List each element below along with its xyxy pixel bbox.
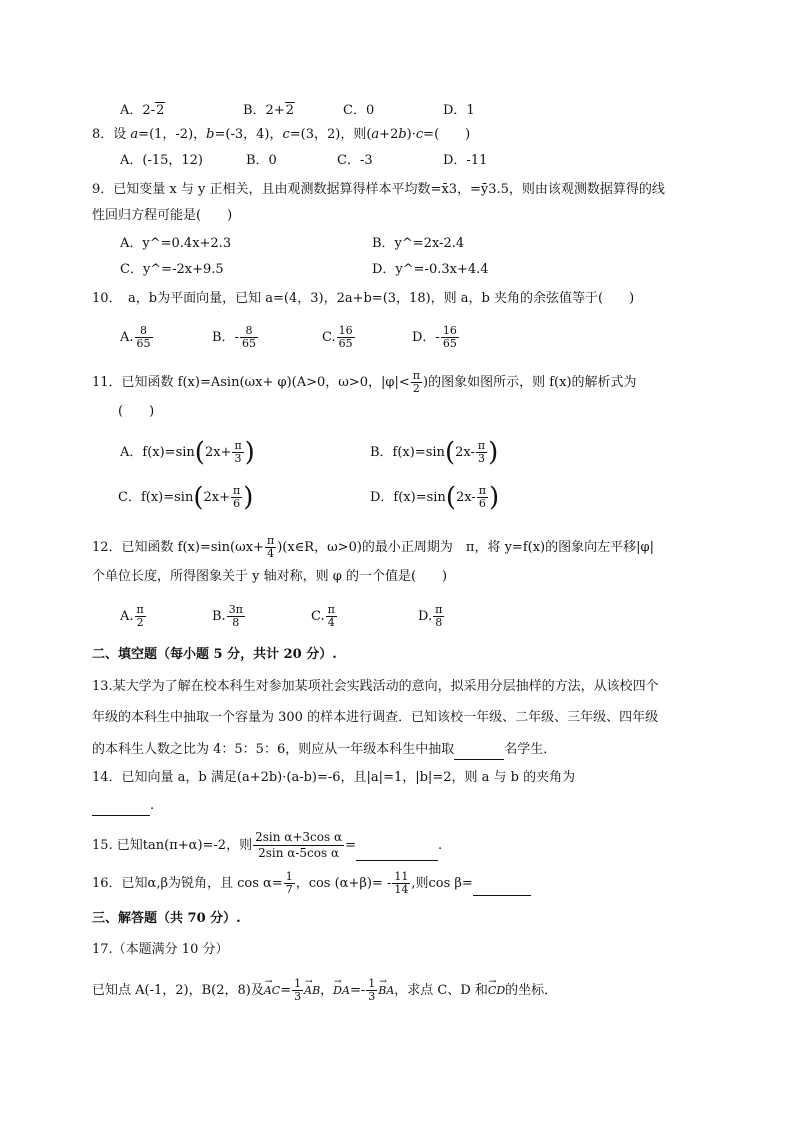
q11-option-d: D．f(x)=sin(2x- $\frac{\pi}{6}$ ) (370, 482, 500, 513)
q7-option-c: C．0 (343, 103, 375, 118)
section-2-heading: 二、填空题（每小题 5 分，共计 20 分）. (92, 647, 337, 662)
q10-stem: 10． a，b为平面向量，已知 a=(4，3)，2a+b=(3，18)，则 a，b 夹角的余弦值等于( ) (92, 291, 635, 306)
q15-answer-blank (356, 846, 438, 861)
q7-option-a: A．2-2 (120, 103, 165, 118)
q8-option-c: C．-3 (337, 153, 373, 168)
q11-stem-line2: ( ) (118, 404, 155, 419)
q16-stem: 16．已知α,β为锐角，且 cos α= $\frac{1}{7}$ ，cos (α+β)= - $\frac{11}{14}$ ,则cos β= (92, 871, 531, 896)
q10-option-c: C. $\frac{16}{65}$ (322, 324, 353, 350)
q9-stem-line1: 9．已知变量 x 与 y 正相关，且由观测数据算得样本平均数=x̄3，=ȳ3.5，则由该观测数据算得的线 (92, 182, 665, 197)
q12-stem-line2: 个单位长度，所得图象关于 y 轴对称，则 φ 的一个值是( ) (92, 569, 448, 584)
q9-option-a: A．y^=0.4x+2.3 (120, 236, 232, 251)
q8-option-d: D．-11 (443, 153, 488, 168)
section-3-heading: 三、解答题（共 70 分）. (92, 911, 241, 926)
q13-line2: 年级的本科生中抽取一个容量为 300 的样本进行调查．已知该校一年级、二年级、三年级、四年级 (92, 710, 659, 725)
q12-option-c: C. $\frac{\pi}{4}$ (311, 603, 335, 629)
q13-line1: 13.某大学为了解在校本科生对参加某项社会实践活动的意向，拟采用分层抽样的方法，从该校四个 (92, 679, 659, 694)
q8-stem: 8．设 a=(1，-2)，b=(-3，4)，c=(3，2)，则(a+2b)·c=( ) (92, 127, 471, 142)
q8-option-b: B．0 (246, 153, 277, 168)
q12-option-b: B. $\frac{3\pi}{8}$ (212, 603, 243, 629)
q11-option-c: C．f(x)=sin(2x+ $\frac{\pi}{6}$ ) (118, 482, 254, 513)
q12-option-a: A. $\frac{\pi}{2}$ (120, 603, 144, 629)
q14-line2: . (92, 796, 154, 816)
q17-stem: 已知点 A(-1，2)，B(2，8)及→ AC= $\frac{1}{3}$ → AB，→ DA=- $\frac{1}{3}$ → BA，求点 C、D 和→ CD的坐标． (92, 978, 557, 1003)
q17-title: 17.（本题满分 10 分） (92, 942, 229, 957)
q12-option-d: D. $\frac{\pi}{8}$ (418, 603, 443, 629)
q14-answer-blank (92, 801, 150, 816)
q10-option-b: B．- $\frac{8}{65}$ (212, 324, 256, 350)
q8-option-a: A．(-15，12) (120, 153, 204, 168)
q9-option-b: B．y^=2x-2.4 (372, 236, 465, 251)
q9-option-c: C．y^=-2x+9.5 (120, 262, 224, 277)
q12-stem-line1: 12．已知函数 f(x)=sin(ωx+ $\frac{\pi}{4}$ )(x∈R，ω>0)的最小正周期为 π，将 y=f(x)的图象向左平移|φ| (92, 534, 654, 560)
q9-stem-line2: 性回归方程可能是( ) (92, 208, 233, 223)
q13-line3: 的本科生人数之比为 4：5：5：6，则应从一年级本科生中抽取 名学生． (92, 740, 556, 760)
q13-answer-blank (454, 745, 504, 760)
q16-answer-blank (473, 881, 531, 896)
q7-option-d: D．1 (443, 103, 475, 118)
q11-stem-line1: 11．已知函数 f(x)=Asin(ωx+ φ)(A>0，ω>0，|φ|< $\frac{\pi}{2}$ )的图象如图所示，则 f(x)的解析式为 (92, 369, 637, 395)
q15-stem: 15. 已知tan(π+α)=-2，则 $\frac{\text{2sin α+3cos α}}{\text{2sin α-5cos α}}$ = . (92, 830, 443, 860)
q11-option-b: B．f(x)=sin(2x- $\frac{\pi}{3}$ ) (370, 437, 499, 468)
q14-line1: 14．已知向量 a，b 满足(a+2b)·(a-b)=-6，且|a|=1，|b|=2，则 a 与 b 的夹角为 (92, 770, 576, 785)
q11-option-a: A．f(x)=sin(2x+ $\frac{\pi}{3}$ ) (120, 437, 255, 468)
q10-option-a: A. $\frac{8}{65}$ (120, 324, 151, 350)
q7-option-b: B．2+2 (243, 103, 294, 118)
q9-option-d: D．y^=-0.3x+4.4 (372, 262, 489, 277)
q10-option-d: D．- $\frac{16}{65}$ (412, 324, 457, 350)
